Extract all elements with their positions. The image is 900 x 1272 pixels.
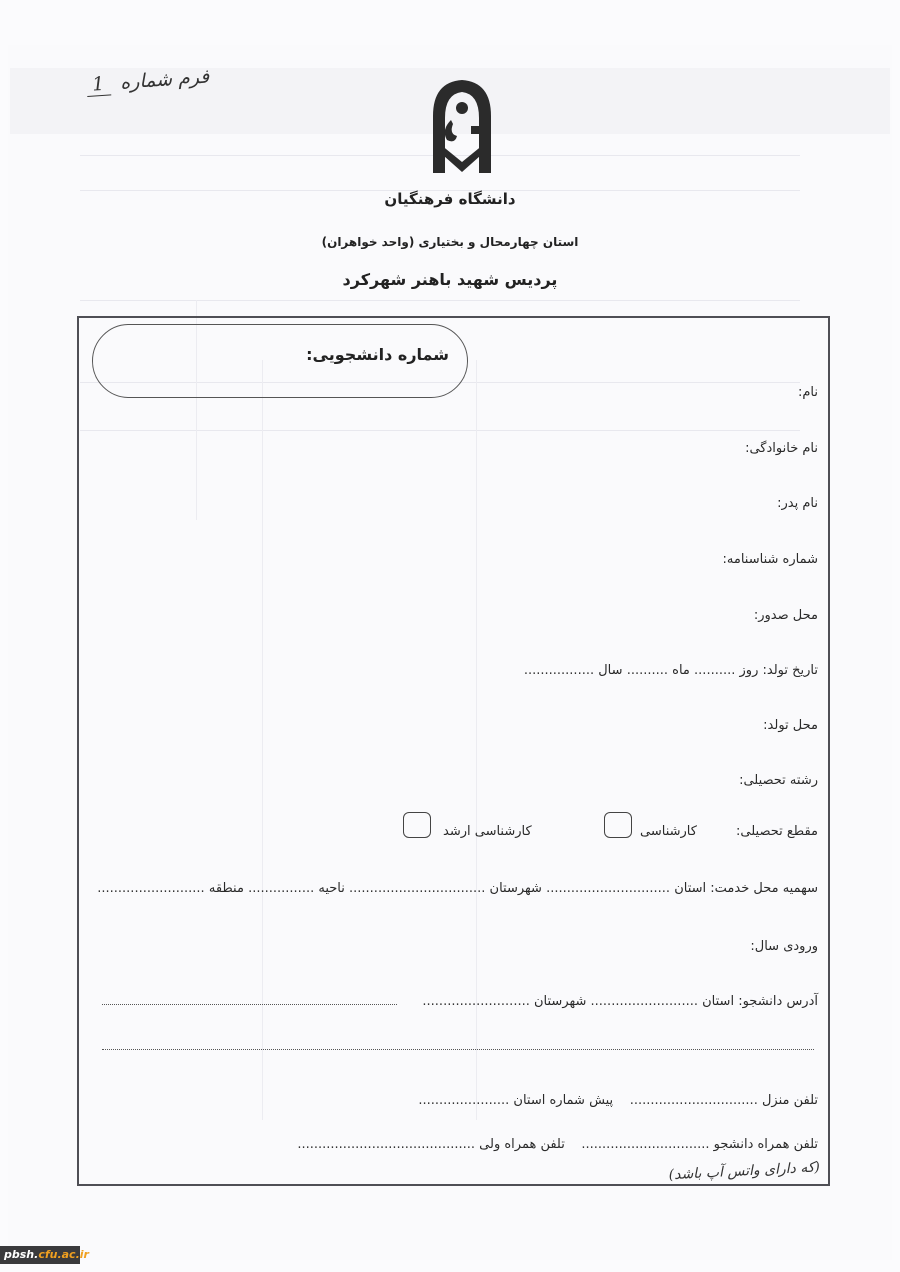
- address-province-blank[interactable]: ..........................: [590, 994, 698, 1009]
- father-name-label: نام پدر:: [777, 496, 818, 511]
- handwritten-whatsapp-note: (که دارای واتس آپ باشد): [668, 1159, 821, 1184]
- address-field[interactable]: [422, 994, 818, 1009]
- registration-form-frame: [77, 316, 830, 1186]
- birth-year-label: سال: [598, 663, 623, 678]
- place-of-birth-field[interactable]: [763, 718, 818, 733]
- place-of-issue-field[interactable]: [754, 608, 818, 623]
- watermark-prefix: pbsh.: [4, 1248, 39, 1261]
- birth-date-label: تاریخ تولد:: [762, 663, 818, 678]
- last-name-field[interactable]: [745, 441, 818, 456]
- service-quota-field[interactable]: [97, 881, 818, 896]
- degree-option-bachelor-checkbox[interactable]: [604, 812, 632, 838]
- address-city-label: شهرستان: [534, 994, 587, 1009]
- id-number-field[interactable]: [723, 552, 818, 567]
- id-number-label: شماره شناسنامه:: [722, 552, 818, 567]
- home-phone-field[interactable]: [418, 1093, 818, 1108]
- service-quota-region-label: منطقه: [208, 881, 244, 896]
- place-of-birth-label: محل تولد:: [763, 718, 818, 733]
- degree-level-label: مقطع تحصیلی:: [736, 824, 818, 839]
- entry-year-field[interactable]: [750, 939, 818, 954]
- student-number-field[interactable]: [92, 324, 468, 398]
- service-quota-city-label: شهرستان: [489, 881, 542, 896]
- campus-name: پردیس شهید باهنر شهرکرد: [342, 270, 558, 289]
- mobile-phone-field[interactable]: [297, 1137, 818, 1152]
- entry-year-label: ورودی سال:: [750, 939, 818, 954]
- home-phone-blank[interactable]: ...............................: [629, 1093, 758, 1108]
- site-watermark: [0, 1246, 89, 1264]
- service-quota-district-label: ناحیه: [318, 881, 345, 896]
- service-quota-province-label: استان: [674, 881, 707, 896]
- degree-option-master-label: کارشناسی ارشد: [443, 824, 532, 839]
- service-quota-province-blank[interactable]: ..............................: [546, 881, 671, 896]
- watermark-domain: cfu.ac.ir: [38, 1248, 89, 1261]
- address-blank-line-1[interactable]: [102, 1004, 397, 1005]
- address-city-blank[interactable]: ..........................: [422, 994, 530, 1009]
- service-quota-city-blank[interactable]: .................................: [349, 881, 486, 896]
- birth-day-label: روز: [739, 663, 759, 678]
- area-code-blank[interactable]: ......................: [418, 1093, 510, 1108]
- field-of-study-label: رشته تحصیلی:: [739, 773, 818, 788]
- bleed-through-line: [80, 300, 800, 301]
- student-number-label: شماره دانشجویی:: [306, 345, 449, 364]
- home-phone-label: تلفن منزل: [761, 1093, 818, 1108]
- university-name: دانشگاه فرهنگیان: [384, 190, 516, 208]
- birth-day-blank[interactable]: ..........: [694, 663, 736, 678]
- form-number-label: فرم شماره: [119, 65, 210, 94]
- address-province-label: استان: [702, 994, 735, 1009]
- address-blank-line-2[interactable]: [102, 1049, 814, 1050]
- first-name-field[interactable]: [798, 385, 818, 400]
- birth-date-field[interactable]: [524, 663, 818, 678]
- guardian-mobile-blank[interactable]: ...........................................: [297, 1137, 476, 1152]
- area-code-label: پیش شماره استان: [513, 1093, 614, 1108]
- last-name-label: نام خانوادگی:: [745, 441, 818, 456]
- father-name-field[interactable]: [777, 496, 818, 511]
- address-label: آدرس دانشجو:: [738, 994, 818, 1009]
- birth-year-blank[interactable]: .................: [523, 663, 595, 678]
- first-name-label: نام:: [797, 385, 818, 400]
- farhangian-university-logo-icon: [427, 78, 497, 178]
- degree-option-bachelor-label: کارشناسی: [640, 824, 697, 839]
- guardian-mobile-label: تلفن همراه ولی: [479, 1137, 565, 1152]
- form-number-value: 1: [85, 72, 111, 97]
- student-mobile-label: تلفن همراه دانشجو: [713, 1137, 818, 1152]
- service-quota-region-blank[interactable]: ..........................: [97, 881, 205, 896]
- student-mobile-blank[interactable]: ...............................: [581, 1137, 710, 1152]
- birth-month-label: ماه: [672, 663, 690, 678]
- place-of-issue-label: محل صدور:: [753, 608, 818, 623]
- province-unit: استان چهارمحال و بختیاری (واحد خواهران): [321, 235, 579, 249]
- service-quota-district-blank[interactable]: ................: [248, 881, 315, 896]
- birth-month-blank[interactable]: ..........: [626, 663, 669, 678]
- field-of-study-field[interactable]: [739, 773, 818, 788]
- degree-option-master-checkbox[interactable]: [403, 812, 431, 838]
- service-quota-label: سهمیه محل خدمت:: [710, 881, 818, 896]
